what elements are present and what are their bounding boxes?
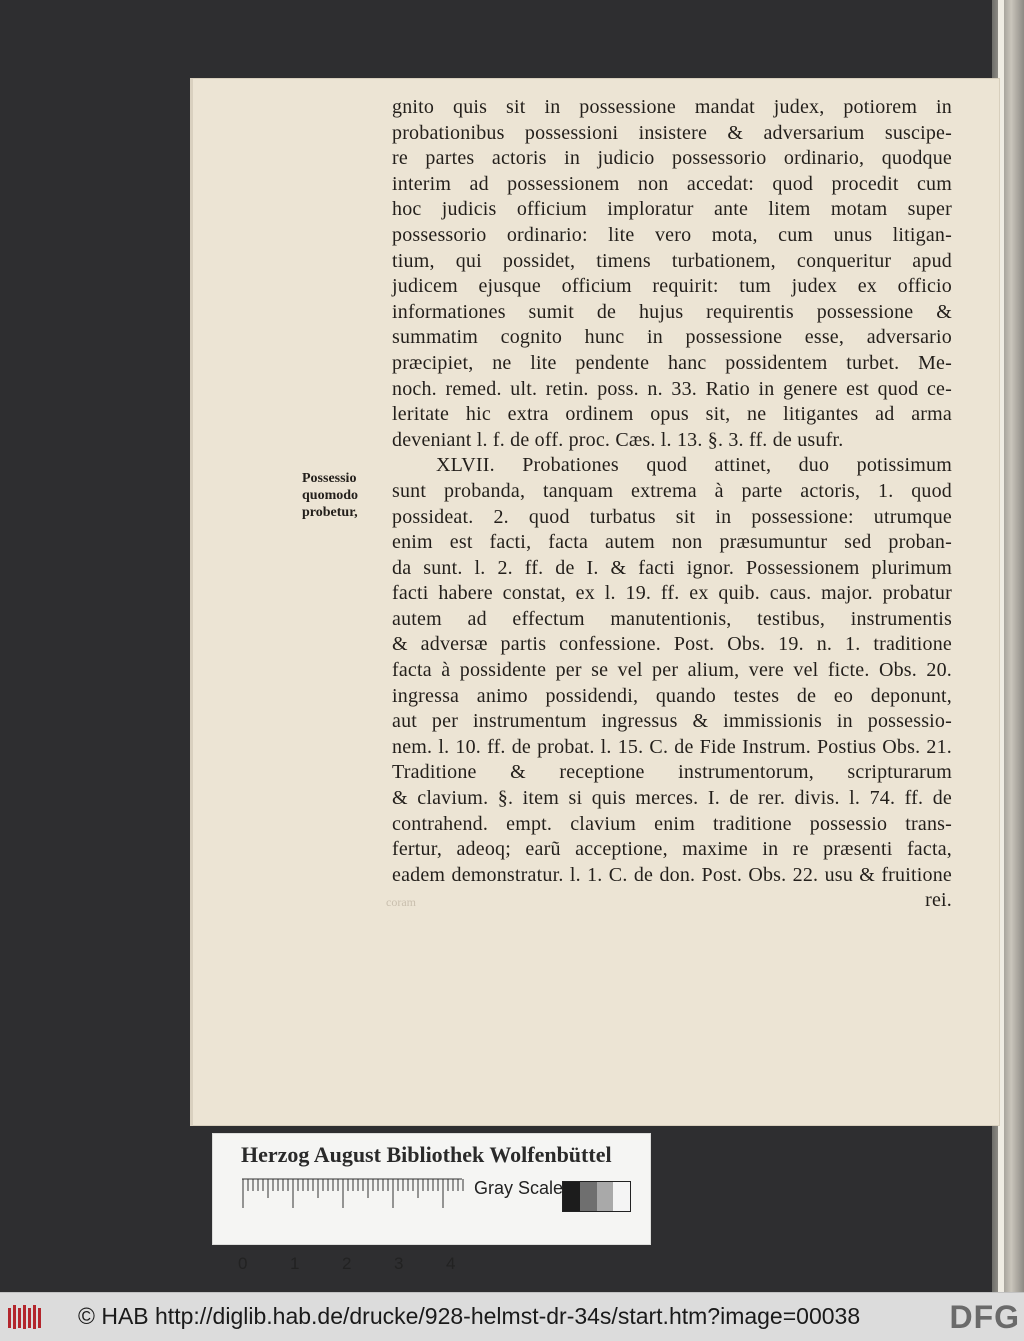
text-line: possessorio ordinario: lite vero mota, cum unus litigan- [392, 223, 952, 246]
ruler-number: 4 [446, 1254, 456, 1273]
gray-swatch [613, 1182, 630, 1211]
page-body-text [392, 95, 952, 914]
text-line: & adversæ partis confessione. Post. Obs. 19. n. 1. traditione [392, 633, 952, 656]
ruler-number: 0 [238, 1254, 248, 1273]
text-line: fertur, adeoq; earũ acceptione, maxime in re præsenti facta, [392, 838, 952, 861]
margin-note-line: quomodo [302, 488, 359, 503]
gray-scale-swatch [562, 1181, 631, 1212]
text-line: interim ad possessionem non accedat: quod procedit cum [392, 172, 952, 195]
ruler-numbers [238, 1254, 502, 1278]
gray-swatch [563, 1182, 580, 1211]
gray-scale-label: Gray Scale [474, 1178, 564, 1198]
text-line: sunt probanda, tanquam extrema à parte actoris, 1. quod [392, 479, 952, 502]
ruler-number: 2 [342, 1254, 352, 1273]
text-line: summatim cognito hunc in possessione esse, adversario [392, 326, 952, 349]
text-line: probationibus possessioni insistere & adversarium suscipe- [392, 121, 952, 144]
text-line: contrahend. empt. clavium enim traditione possessio trans- [392, 812, 952, 835]
viewer-footer [0, 1292, 1024, 1341]
text-line: leritate hic extra ordinem opus sit, ne litigantes ad arma [392, 403, 952, 426]
dfg-logo: DFG [949, 1299, 1020, 1335]
library-label [212, 1133, 651, 1273]
text-line: facta à possidente per se vel per alium, vere vel ficte. Obs. 20. [392, 659, 952, 682]
hab-logo-icon [6, 1302, 46, 1332]
text-line: XLVII. Probationes quod attinet, duo potissimum [436, 454, 952, 477]
margin-note [302, 470, 384, 521]
margin-note-line: Possessio [302, 471, 357, 486]
copyright-url-text[interactable]: © HAB http://diglib.hab.de/drucke/928-helmst-dr-34s/start.htm?image=00038 [78, 1303, 861, 1329]
catchword: coram [386, 895, 416, 909]
text-line: judicem ejusque officium requirit: tum judex ex officio [392, 275, 952, 298]
margin-note-line: probetur, [302, 505, 358, 520]
text-line: enim est facti, facta autem non præsumuntur sed proban- [392, 531, 952, 554]
text-line: & clavium. §. item si quis merces. I. de rer. divis. l. 74. ff. de [392, 787, 952, 810]
text-line: possideat. 2. quod turbatus sit in possessione: utrumque [392, 505, 952, 528]
text-line: rei. [925, 889, 952, 912]
ruler-number: 1 [290, 1254, 300, 1273]
text-line: facti habere constat, ex l. 19. ff. ex quib. caus. major. probatur [392, 582, 952, 605]
text-line: hoc judicis officium imploratur ante litem motam super [392, 198, 952, 221]
text-line: nem. l. 10. ff. de probat. l. 15. C. de Fide Instrum. Postius Obs. 21. [392, 735, 952, 758]
ruler-ticks [242, 1178, 472, 1214]
text-line: noch. remed. ult. retin. poss. n. 33. Ratio in genere est quod ce- [392, 377, 952, 400]
text-line: Traditione & receptione instrumentorum, scripturarum [392, 761, 952, 784]
text-line: gnito quis sit in possessione mandat judex, potiorem in [392, 96, 952, 118]
gray-swatch [580, 1182, 597, 1211]
text-line: præcipiet, ne lite pendente hanc possidentem turbet. Me- [392, 351, 952, 374]
scale-ruler [238, 1178, 462, 1273]
text-line: re partes actoris in judicio possessorio ordinario, quodque [392, 147, 952, 170]
gray-swatch [597, 1182, 614, 1211]
ruler-number: 3 [394, 1254, 404, 1273]
text-line: tium, qui possidet, timens turbationem, conqueritur apud [392, 249, 952, 272]
text-line: eadem demonstratur. l. 1. C. de don. Post. Obs. 22. usu & fruitione [392, 863, 952, 886]
text-line: ingressa animo possidendi, quando testes de eo deponunt, [392, 684, 952, 707]
text-line: deveniant l. f. de off. proc. Cæs. l. 13. §. 3. ff. de usufr. [392, 428, 844, 451]
text-line: autem ad effectum manutentionis, testibus, instrumentis [392, 607, 952, 630]
text-line: da sunt. l. 2. ff. de I. & facti ignor. Possessionem plurimum [392, 556, 952, 579]
page-edge [190, 78, 193, 1126]
text-line: aut per instrumentum ingressus & immissionis in possessio- [392, 710, 952, 733]
text-line: informationes sumit de hujus requirentis possessione & [392, 300, 952, 323]
library-name: Herzog August Bibliothek Wolfenbüttel [241, 1142, 612, 1167]
